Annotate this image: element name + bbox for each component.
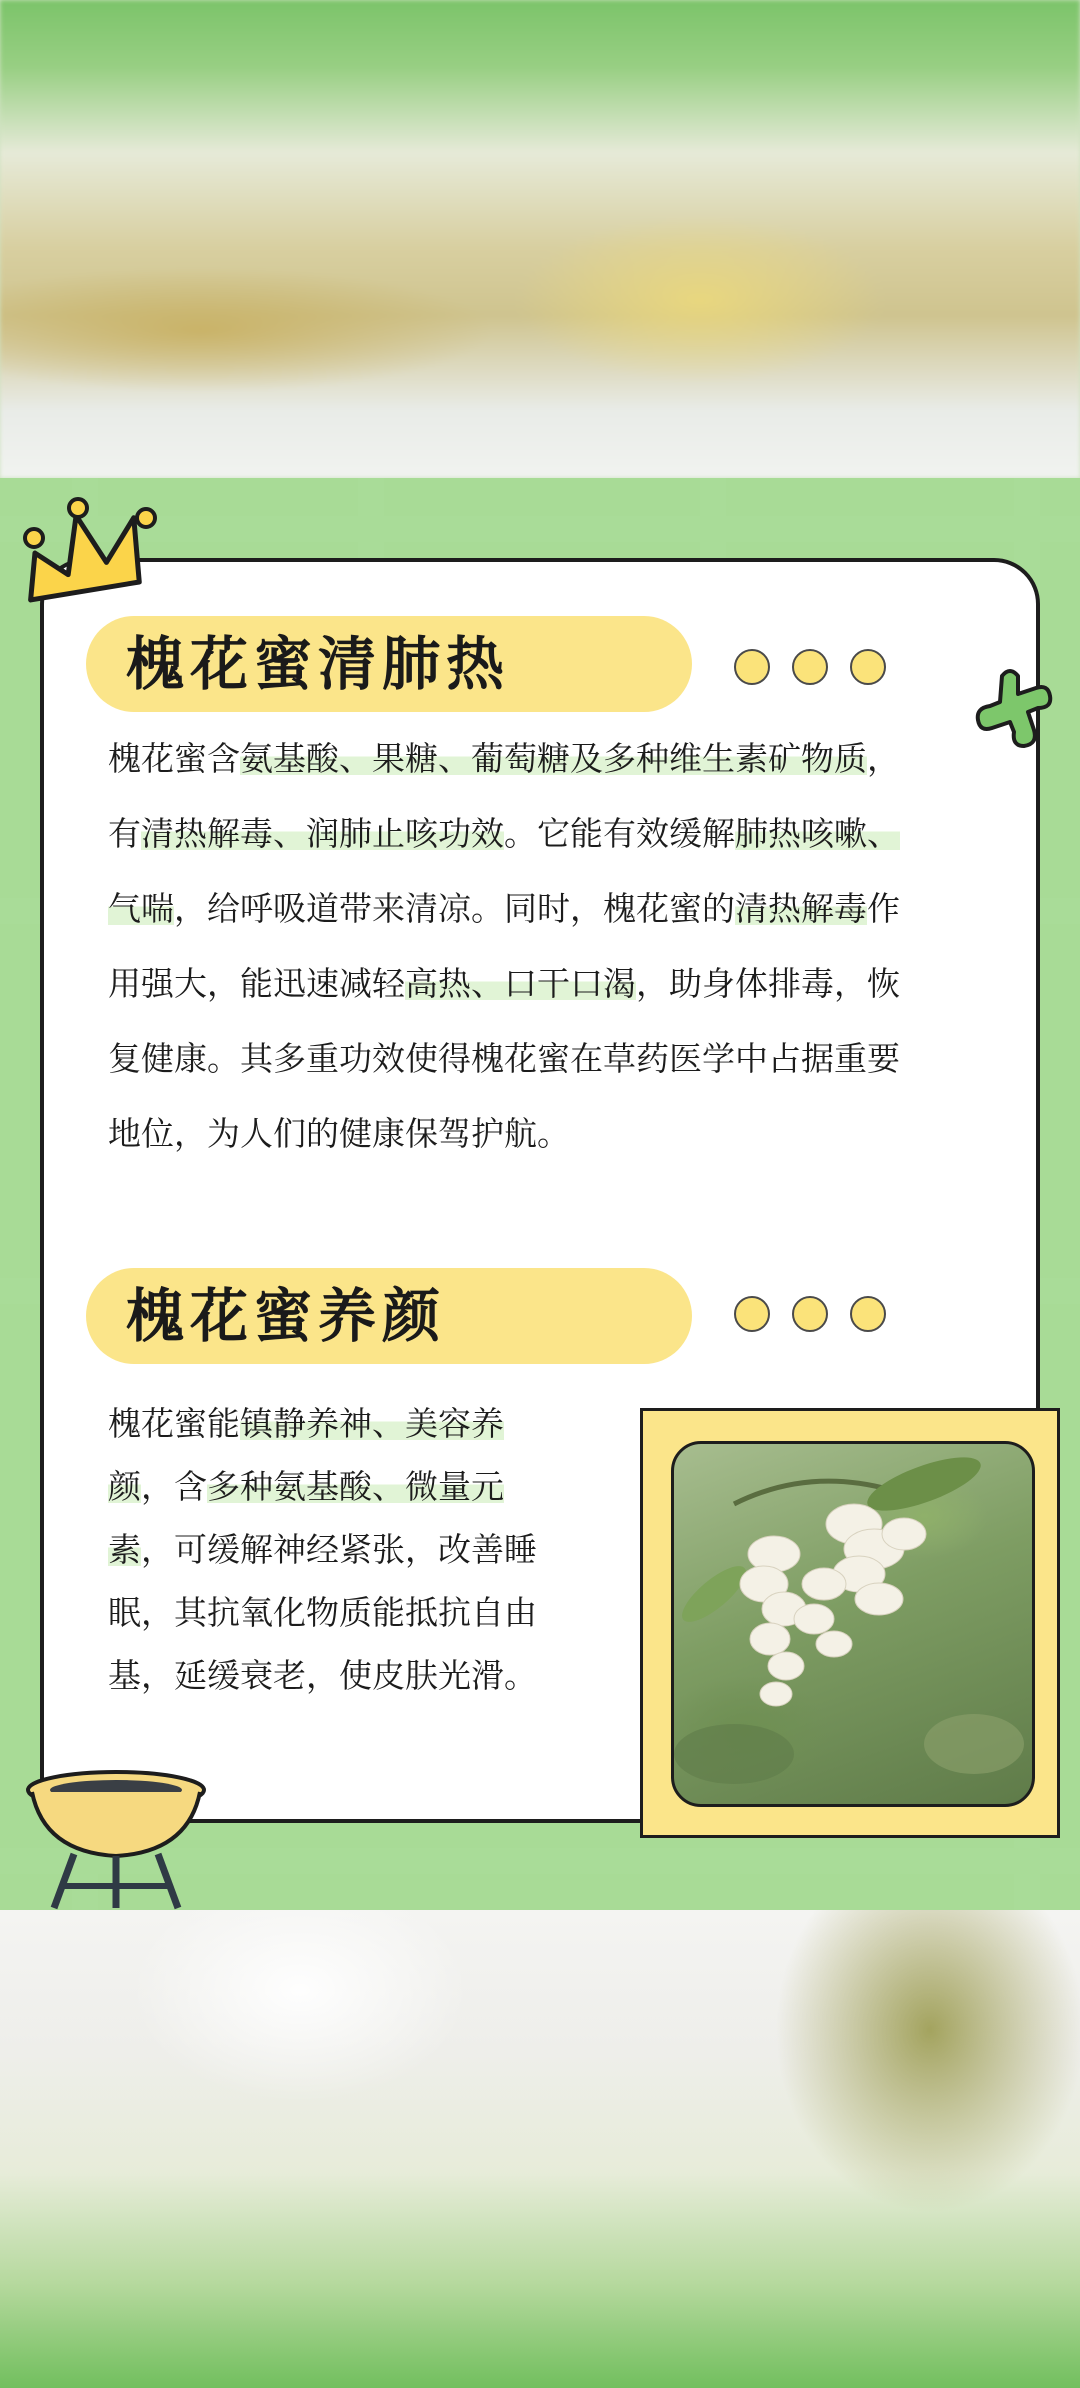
text-run: 它能有效缓解: [537, 814, 735, 853]
paragraph-line: [108, 1581, 537, 1644]
section1-paragraph: [108, 721, 900, 1171]
section1-title-pill: [86, 616, 692, 712]
paragraph-line: [108, 871, 900, 946]
text-run: ，助身体排毒，恢: [636, 964, 900, 1003]
locust-flower-photo: [671, 1441, 1035, 1807]
text-run: 用强大，能迅速减轻: [108, 964, 405, 1003]
highlight-run: 清热解毒、润肺止咳功效: [141, 814, 504, 853]
grill-icon: [24, 1756, 214, 1910]
paragraph-line: [108, 1096, 900, 1171]
paragraph-line: [108, 796, 900, 871]
paragraph-line: [108, 1518, 537, 1581]
paragraph-line: [108, 1392, 537, 1455]
photo-frame: [640, 1408, 1060, 1838]
text-run: 槐花蜜含: [108, 739, 240, 778]
highlight-run: 氨基酸、果糖、葡萄糖及多种维生素矿物质: [240, 739, 867, 778]
decor-dot: [850, 1296, 886, 1332]
highlight-run: 气喘: [108, 889, 174, 928]
paragraph-line: [108, 721, 900, 796]
grid-line: [1040, 1278, 1080, 1304]
text-run: 地位，为人们的健康保驾护航。: [108, 1114, 570, 1153]
text-run: ，: [867, 739, 900, 778]
paragraph-line: [108, 1021, 900, 1096]
text-run: 有: [108, 814, 141, 853]
section2-title-pill: [86, 1268, 692, 1364]
crown-icon: [14, 492, 164, 622]
highlight-run: 镇静养神、美容养: [240, 1404, 504, 1443]
text-run: ，给呼吸道带来清凉。同时，槐花蜜的: [174, 889, 735, 928]
paragraph-line: [108, 946, 900, 1021]
blurred-top-background: [0, 0, 1080, 478]
decor-dot: [792, 1296, 828, 1332]
highlight-run: 肺热咳嗽、: [735, 814, 900, 853]
text-run: ，可缓解神经紧张，改善睡: [141, 1530, 537, 1569]
flower-cluster-drawing: [674, 1444, 1032, 1804]
paragraph-line: [108, 1644, 537, 1707]
puzzle-piece-icon: [972, 666, 1062, 766]
paragraph-line: [108, 1455, 537, 1518]
text-run: 。: [504, 814, 537, 853]
highlight-run: 素: [108, 1530, 141, 1569]
highlight-run: 多种氨基酸、微量元: [207, 1467, 504, 1506]
text-run: 复健康。其多重功效使得槐花蜜在草药医学中占据重要: [108, 1039, 900, 1078]
decor-dot: [850, 649, 886, 685]
grid-line: [1040, 898, 1080, 924]
blurred-bottom-background: [0, 1910, 1080, 2388]
text-run: 作: [867, 889, 900, 928]
highlight-run: 高热、口干口渴: [405, 964, 636, 1003]
section2-title: 槐花蜜养颜: [126, 1282, 447, 1350]
text-run: 基，延缓衰老，使皮肤光滑。: [108, 1656, 537, 1695]
decor-dot: [734, 1296, 770, 1332]
section1-title: 槐花蜜清肺热: [126, 630, 511, 698]
highlight-run: 颜: [108, 1467, 141, 1506]
text-run: 眠，其抗氧化物质能抵抗自由: [108, 1593, 537, 1632]
text-run: ，含: [141, 1467, 207, 1506]
section2-paragraph: [108, 1392, 537, 1707]
text-run: 槐花蜜能: [108, 1404, 240, 1443]
highlight-run: 清热解毒: [735, 889, 867, 928]
decor-dot: [792, 649, 828, 685]
decor-dot: [734, 649, 770, 685]
